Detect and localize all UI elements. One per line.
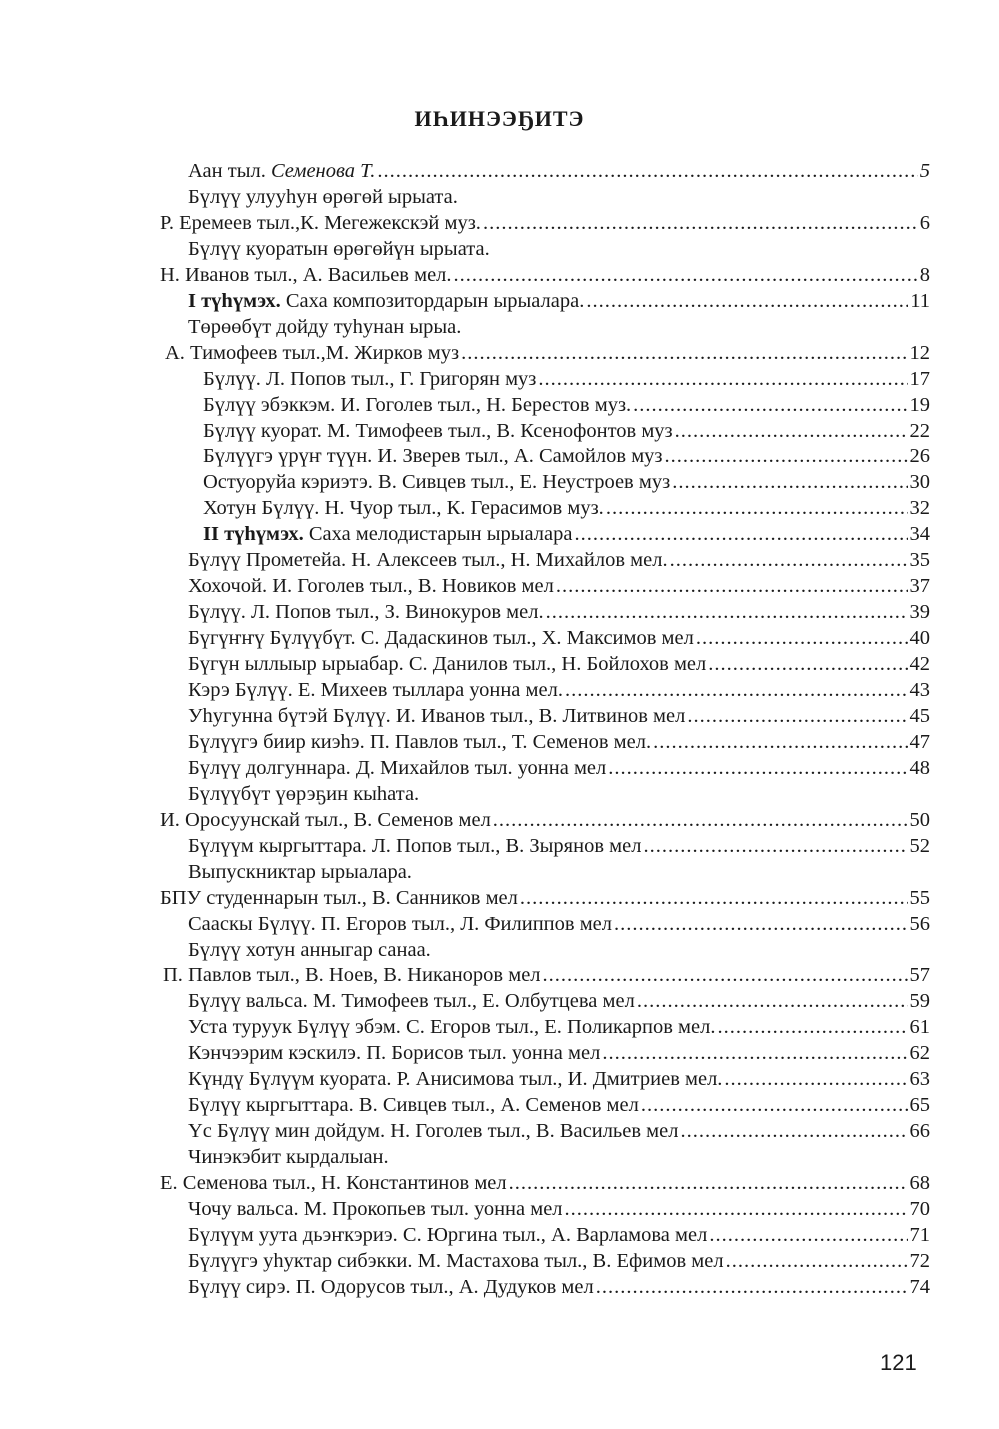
toc-entry-page: 11 (910, 289, 930, 312)
toc-entry-page: 55 (909, 886, 930, 909)
toc-entry-text: Бүлүү сирэ. П. Одорусов тыл., А. Дудуков мел (188, 1275, 594, 1298)
toc-entry-title (188, 288, 584, 314)
toc-entry-title (188, 573, 554, 599)
toc-entry-title (188, 988, 635, 1014)
toc-entry (188, 703, 930, 729)
toc-entry-title (188, 236, 490, 262)
toc-entry (165, 340, 930, 366)
dot-leader (709, 1222, 907, 1248)
toc-entry-title (188, 1118, 678, 1144)
toc-entry-text: БПУ студеннарын тыл., В. Санников мел (160, 886, 518, 909)
toc-entry-text: Хотун Бүлүү. Н. Чуор тыл., К. Герасимов муз. (203, 497, 604, 520)
toc-entry-page: 63 (909, 1068, 930, 1091)
dot-leader (665, 443, 908, 469)
toc-entry-page: 47 (909, 730, 930, 753)
toc-entry-page: 74 (909, 1275, 930, 1298)
toc-entry-page: 8 (919, 263, 930, 286)
toc-entry-page: 62 (909, 1042, 930, 1065)
toc-entry-title (160, 807, 491, 833)
section-label: I түһүмэх. (188, 289, 281, 312)
dot-leader (483, 210, 918, 236)
toc-entry-text: Выпускниктар ырыалара. (188, 860, 412, 883)
toc-entry-page: 12 (909, 341, 930, 364)
dot-leader (377, 158, 917, 184)
toc-entry-text: Сааскы Бүлүү. П. Егоров тыл., Л. Филиппов мел (188, 912, 613, 935)
toc-entry-page: 26 (909, 445, 930, 468)
toc-entry-title (188, 1014, 715, 1040)
toc-entry (188, 1040, 930, 1066)
dot-leader (643, 833, 907, 859)
toc-entry-text: Бүлүү куорат. М. Тимофеев тыл., В. Ксенофонтов муз (203, 419, 673, 442)
dot-leader (538, 366, 907, 392)
toc-entry-text: Үс Бүлүү мин дойдум. Н. Гоголев тыл., В. Васильев мел (188, 1120, 679, 1143)
toc-entry-text: Бүлүү. Л. Попов тыл., З. Винокуров мел. (188, 601, 544, 624)
dot-leader (461, 340, 907, 366)
toc-entry-title (188, 1144, 389, 1170)
toc-entry-text: Чочу вальса. М. Прокопьев тыл. уонна мел (188, 1198, 563, 1220)
toc-entry-title (188, 703, 685, 729)
toc-entry-title (188, 625, 694, 651)
toc-entry-text: Бүлүү Прометейа. Н. Алексеев тыл., Н. Михайлов мел. (188, 549, 668, 572)
dot-leader (543, 962, 908, 988)
toc-entry (160, 807, 930, 833)
toc-entry-page: 34 (909, 523, 930, 546)
toc-entry-title (160, 262, 452, 288)
toc-entry-text: Бүгүн ыллыыр ырыабар. С. Данилов тыл., Н. Бойлохов мел (188, 653, 707, 676)
dot-leader (454, 262, 918, 288)
toc-entry (188, 547, 930, 573)
toc-entry-text: Саха композитордарын ырыалара. (280, 289, 585, 312)
toc-entry-text: Семенова Т. (270, 160, 376, 182)
dot-leader (670, 547, 908, 573)
toc-entry-title (188, 1248, 724, 1274)
toc-entry-page: 6 (919, 211, 930, 234)
toc-entry-text: Бүлүүгэ биир киэһэ. П. Павлов тыл., Т. Семенов мел. (188, 730, 652, 753)
toc-entry-page: 32 (909, 497, 930, 520)
dot-leader (606, 495, 908, 521)
toc-entry-text: Бүлүүм уута дьэҥкэриэ. С. Юргина тыл., А. Варламова мел (188, 1223, 708, 1246)
toc-entry-title (160, 210, 481, 236)
toc-entry-title (188, 158, 375, 184)
toc-entry-page: 39 (909, 601, 930, 624)
toc-entry-page: 57 (909, 964, 930, 987)
dot-leader (637, 988, 908, 1014)
toc-entry-page: 5 (919, 160, 930, 182)
toc-entry (188, 1144, 930, 1170)
toc-entry-page: 56 (909, 912, 930, 935)
dot-leader (680, 1118, 907, 1144)
toc-entry (188, 651, 930, 677)
toc-entry (188, 1118, 930, 1144)
toc-entry-text: И. Оросуунскай тыл., В. Семенов мел (160, 808, 491, 831)
toc-entry (188, 236, 930, 262)
toc-entry (188, 988, 930, 1014)
toc-entry-title (188, 1040, 600, 1066)
toc-entry-text: Төрөөбүт дойду туһунан ырыа. (188, 315, 462, 338)
dot-leader (724, 1066, 907, 1092)
toc-entry (188, 729, 930, 755)
toc-entry-text: Бүлүү хотун анныгар санаа. (188, 938, 431, 961)
toc-entry-title (188, 911, 612, 937)
toc-entry-page: 43 (909, 679, 930, 701)
toc-entry (203, 392, 930, 418)
toc-entry (188, 1092, 930, 1118)
page-title: ИҺИНЭЭҔИТЭ (414, 106, 585, 131)
toc-entry-text: Бүлүү долгуннара. Д. Михайлов тыл. уонна мел (188, 756, 607, 779)
toc-entry-page: 66 (909, 1120, 930, 1143)
toc-entry-title (203, 521, 572, 547)
toc-entry-page: 48 (909, 756, 930, 779)
dot-leader (717, 1014, 907, 1040)
toc-entry-title (188, 547, 668, 573)
toc-entry (203, 443, 930, 469)
dot-leader (726, 1248, 908, 1274)
toc-entry-page: 70 (909, 1198, 930, 1220)
toc-entry-text: Бүлүү кыргыттара. В. Сивцев тыл., А. Семенов мел (188, 1094, 639, 1117)
toc-entry-text: Кэрэ Бүлүү. Е. Михеев тыллара уонна мел. (188, 679, 563, 701)
toc-entry-page: 35 (909, 549, 930, 572)
dot-leader (586, 288, 908, 314)
toc-entry-title (188, 1066, 722, 1092)
dot-leader (653, 729, 907, 755)
dot-leader (633, 392, 907, 418)
toc-entry-page: 65 (909, 1094, 930, 1117)
toc-entry-text: Бүлүү эбэккэм. И. Гоголев тыл., Н. Берестов муз. (203, 393, 632, 416)
toc-entry-text: Хохочой. И. Гоголев тыл., В. Новиков мел (188, 575, 554, 598)
toc-entry-text: Р. Еремеев тыл.,К. Мегежекскэй муз. (160, 211, 481, 234)
toc-entry-page: 52 (909, 834, 930, 857)
toc-entry-text: Күндү Бүлүүм куората. Р. Анисимова тыл., И. Дмитриев мел. (188, 1068, 723, 1091)
toc-entry-text: П. Павлов тыл., В. Ноев, В. Никаноров мел (163, 964, 541, 987)
toc-entry-text: Бүлүү куоратын өрөгөйүн ырыата. (188, 237, 490, 260)
toc-entry-title (203, 418, 673, 444)
toc-entry-title (188, 755, 606, 781)
toc-entry-title (188, 1092, 639, 1118)
toc-entry (188, 859, 930, 885)
toc-entry (188, 1274, 930, 1300)
toc-entry-title (188, 1274, 594, 1300)
toc-entry (163, 962, 930, 988)
dot-leader (614, 911, 907, 937)
toc-entry-title (188, 1222, 707, 1248)
toc-entry-title (188, 781, 419, 807)
toc-entry-title (188, 833, 641, 859)
toc-entry-page: 22 (909, 419, 930, 442)
toc-entry-page: 59 (909, 990, 930, 1013)
toc-entry (188, 314, 930, 340)
dot-leader (546, 599, 908, 625)
toc-entry-title (163, 962, 541, 988)
toc-entry-page: 72 (909, 1249, 930, 1272)
dot-leader (608, 755, 907, 781)
toc-entry (188, 833, 930, 859)
dot-leader (565, 677, 908, 703)
toc-entry-text: Бүлүүм кыргыттара. Л. Попов тыл., В. Зырянов мел (188, 834, 642, 857)
toc-entry-text: Бүлүүбүт үөрэҕин кыһата. (188, 782, 420, 805)
toc-entry-title (188, 184, 458, 210)
toc-entry-title (160, 885, 518, 911)
toc-entry (188, 1066, 930, 1092)
toc-entry (188, 1196, 930, 1222)
toc-entry-text: Бүлүүгэ уһуктар сибэкки. М. Мастахова тыл., В. Ефимов мел (188, 1249, 724, 1272)
toc-entry-text: Бүлүү вальса. М. Тимофеев тыл., Е. Олбутцева мел (188, 990, 635, 1013)
dot-leader (672, 469, 907, 495)
toc-entry (160, 885, 930, 911)
toc-entry-page: 50 (909, 808, 930, 831)
toc-entry-text: Уһугунна бүтэй Бүлүү. И. Иванов тыл., В. Литвинов мел (188, 704, 686, 727)
dot-leader (574, 521, 907, 547)
toc-entry (188, 911, 930, 937)
toc-entry-title (188, 651, 706, 677)
toc-entry (160, 1170, 930, 1196)
dot-leader (520, 885, 908, 911)
toc-entry-text: А. Тимофеев тыл.,М. Жирков муз (165, 341, 460, 364)
toc-entry-title (188, 1196, 563, 1222)
toc-entry-page: 71 (909, 1223, 930, 1246)
toc-entry-page: 68 (909, 1172, 930, 1195)
toc-entry-title (203, 366, 536, 392)
toc-entry-text: Чинэкэбит кырдалыан. (188, 1146, 389, 1169)
toc-entry (188, 937, 930, 963)
toc-entry-text: Бүлүүгэ үрүҥ түүн. И. Зверев тыл., А. Самойлов муз (203, 445, 663, 468)
toc-entry-title (188, 937, 431, 963)
toc-entry-text: Саха мелодистарын ырыалара (303, 523, 573, 546)
toc-entry (203, 366, 930, 392)
toc-entry (188, 184, 930, 210)
toc-entry-title (165, 340, 459, 366)
section-label: II түһүмэх. (203, 523, 304, 546)
toc-entry-page: 19 (909, 393, 930, 416)
toc-entry (188, 1222, 930, 1248)
toc-entry (203, 469, 930, 495)
toc-entry-title (188, 677, 563, 703)
toc-entry-page: 40 (909, 627, 930, 650)
toc-entry-text: Н. Иванов тыл., А. Васильев мел. (160, 263, 452, 286)
toc-entry-page: 37 (909, 575, 930, 598)
toc-entry-text: Е. Семенова тыл., Н. Константинов мел (160, 1172, 507, 1195)
toc-entry (160, 210, 930, 236)
toc-entry-prefix: Аан тыл. (188, 160, 271, 182)
toc-entry (188, 599, 930, 625)
page-number: 121 (880, 1350, 917, 1375)
dot-leader (565, 1196, 908, 1222)
dot-leader (687, 703, 907, 729)
toc-entry (203, 418, 930, 444)
dot-leader (602, 1040, 907, 1066)
toc-entry (203, 495, 930, 521)
toc-entry (188, 625, 930, 651)
toc-entry-page: 61 (909, 1016, 930, 1039)
toc-entry-text: Остуоруйа кэриэтэ. В. Сивцев тыл., Е. Неустроев муз (203, 471, 671, 494)
toc-entry (188, 1014, 930, 1040)
toc-entry-title (188, 314, 461, 340)
toc-entry-page: 45 (909, 704, 930, 727)
toc-entry-page: 42 (909, 653, 930, 676)
dot-leader (708, 651, 907, 677)
dot-leader (675, 418, 908, 444)
dot-leader (596, 1274, 908, 1300)
dot-leader (641, 1092, 908, 1118)
toc-entry (188, 781, 930, 807)
toc-entry (188, 1248, 930, 1274)
toc-entry-title (203, 469, 670, 495)
toc-entry-title (188, 859, 412, 885)
toc-entry (203, 521, 930, 547)
toc-entry (188, 677, 930, 703)
toc-entry-text: Бүгүҥҥү Бүлүүбүт. С. Дадаскинов тыл., Х. Максимов мел (188, 627, 694, 650)
toc-entry-text: Бүлүү. Л. Попов тыл., Г. Григорян муз (203, 367, 537, 390)
toc-entry (188, 573, 930, 599)
toc-entry-title (188, 599, 544, 625)
toc-entry (188, 158, 930, 184)
toc-entry-title (203, 392, 631, 418)
toc-entry-page: 17 (909, 367, 930, 390)
toc-entry-title (203, 443, 663, 469)
toc-entry-text: Уста туруук Бүлүү эбэм. С. Егоров тыл., Е. Поликарпов мел. (188, 1016, 716, 1039)
dot-leader (696, 625, 908, 651)
toc-entry (188, 755, 930, 781)
dot-leader (493, 807, 908, 833)
toc-entry (160, 262, 930, 288)
toc-entry (188, 288, 930, 314)
toc-entry-text: Кэнчээрим кэскилэ. П. Борисов тыл. уонна мел (188, 1042, 601, 1065)
dot-leader (509, 1170, 908, 1196)
toc-entry-text: Бүлүү улууһун өрөгөй ырыата. (188, 185, 458, 208)
toc-entry-title (188, 729, 651, 755)
toc-entry-title (160, 1170, 507, 1196)
toc-entry-title (203, 495, 604, 521)
dot-leader (556, 573, 908, 599)
toc-entry-page: 30 (909, 471, 930, 494)
